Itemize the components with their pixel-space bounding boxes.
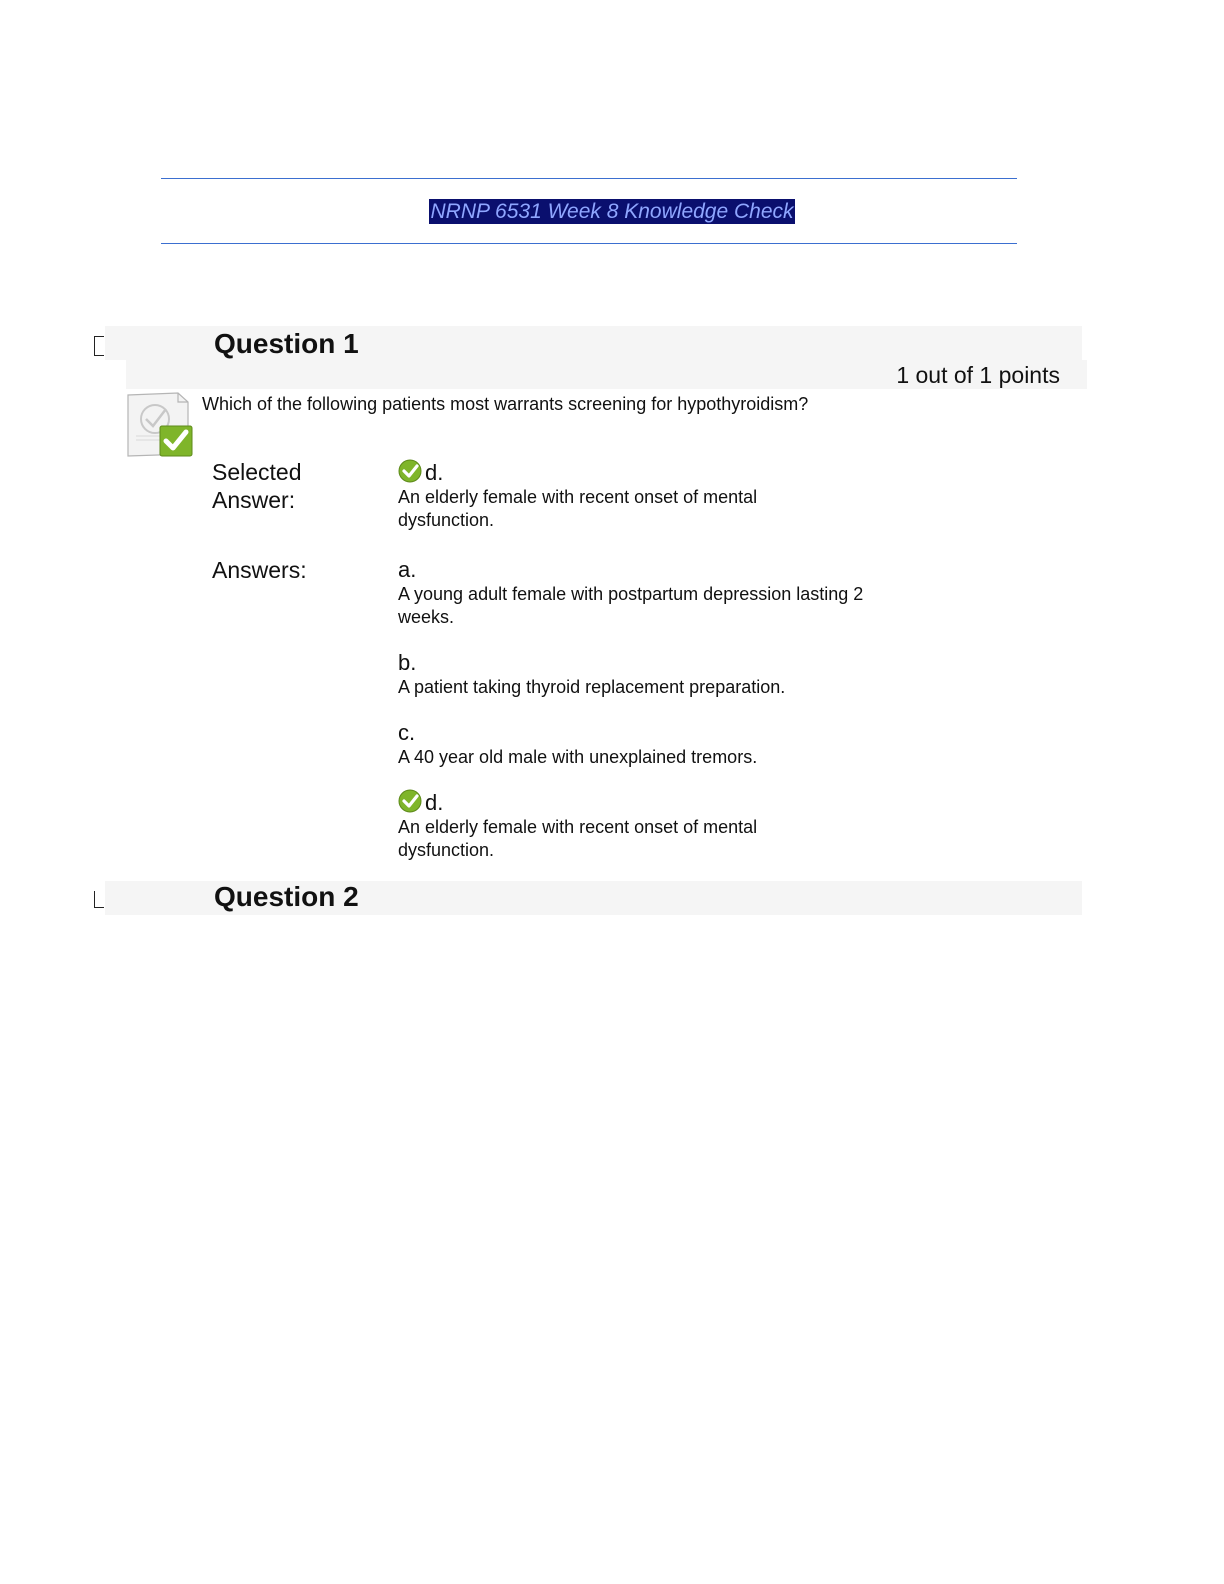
question-1-toggle[interactable] <box>94 336 104 356</box>
answer-option-a <box>398 557 908 629</box>
answer-text: A 40 year old male with unexplained tremors. <box>398 747 758 767</box>
correct-check-icon <box>126 392 194 458</box>
answer-text: A patient taking thyroid replacement preparation. <box>398 677 786 697</box>
points-bar <box>126 360 1087 389</box>
selected-answer-text: An elderly female with recent onset of mental dysfunction. <box>398 487 758 530</box>
selected-answer <box>398 459 908 532</box>
selected-answer-letter: d. <box>425 460 444 485</box>
answer-option-d <box>398 789 908 862</box>
answer-text: An elderly female with recent onset of mental dysfunction. <box>398 817 758 860</box>
answers-label: Answers: <box>212 557 307 583</box>
selected-answer-label: Selected Answer: <box>212 459 302 513</box>
answer-letter: d. <box>425 790 444 815</box>
green-check-icon <box>398 459 424 483</box>
question-1-points: 1 out of 1 points <box>896 362 1060 388</box>
green-check-icon <box>398 789 424 813</box>
question-2-toggle[interactable] <box>94 891 104 908</box>
question-2-title: Question 2 <box>214 881 359 912</box>
answer-letter: b. <box>398 650 417 675</box>
answer-option-c <box>398 720 908 769</box>
answer-text: A young adult female with postpartum depression lasting 2 weeks. <box>398 584 864 627</box>
header-rule-bottom <box>161 243 1017 244</box>
answer-letter: a. <box>398 557 417 582</box>
title-container <box>0 199 1224 224</box>
document-title: NRNP 6531 Week 8 Knowledge Check <box>430 200 794 223</box>
question-1-prompt: Which of the following patients most warrants screening for hypothyroidism? <box>202 394 809 414</box>
answer-letter: c. <box>398 720 416 745</box>
answer-option-b <box>398 650 908 699</box>
header-rule-top <box>161 178 1017 179</box>
question-1-title: Question 1 <box>214 328 359 359</box>
